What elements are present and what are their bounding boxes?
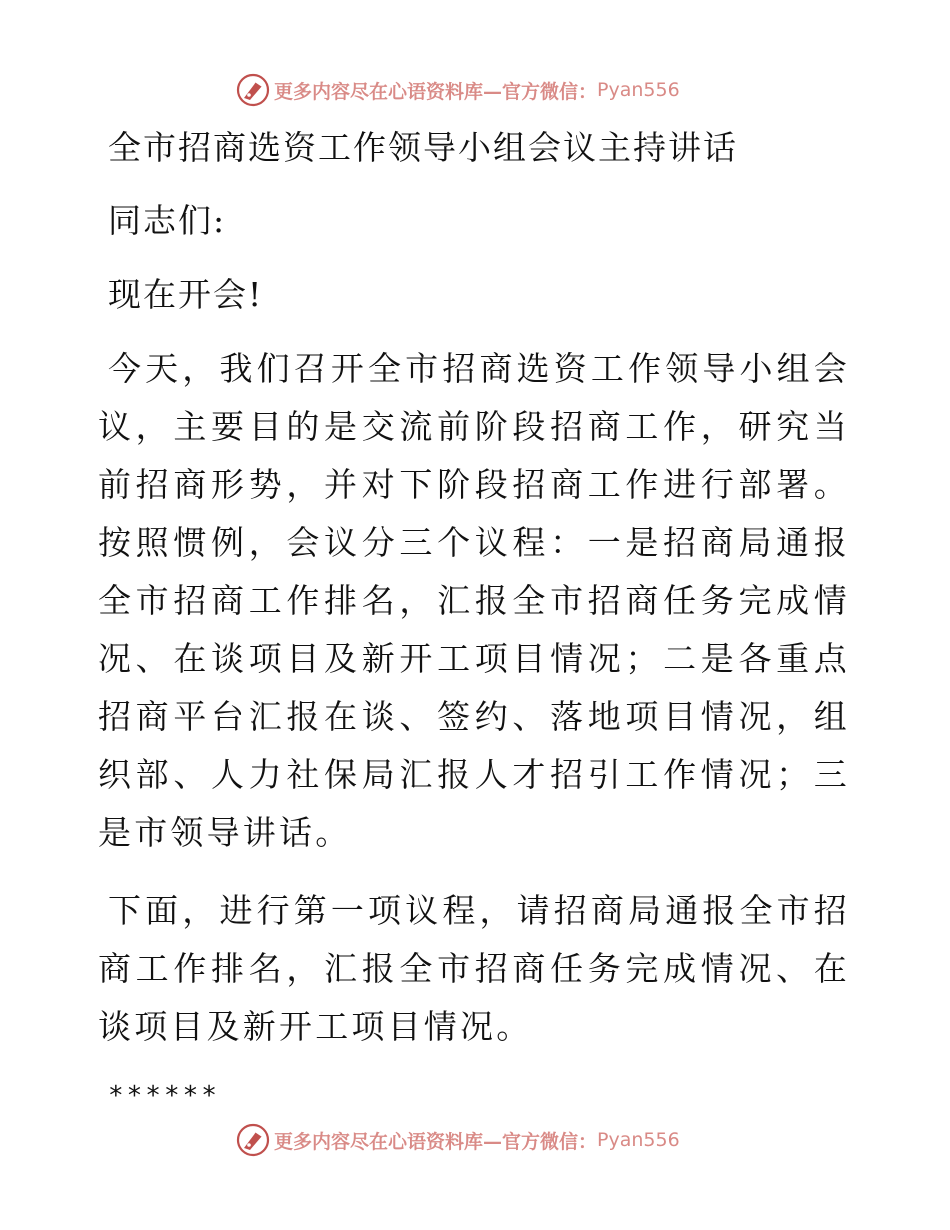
separator-stars: ****** (108, 1081, 220, 1111)
document-body (98, 120, 850, 1116)
watermark-text: 更多内容尽在心语资料库—官方微信： (274, 80, 598, 103)
header-watermark (236, 72, 680, 108)
salutation: 同志们: (108, 201, 227, 240)
watermark-contact: Pyan556 (597, 79, 680, 101)
document-title: 全市招商选资工作领导小组会议主持讲话 (108, 128, 738, 167)
paragraph-agenda: 今天，我们召开全市招商选资工作领导小组会议，主要目的是交流前阶段招商工作，研究当前招商形势，并对下阶段招商工作进行部署。按照惯例，会议分三个议程：一是招商局通报全市招商工作排名，汇报全市招商任务完成情况、在谈项目及新开工项目情况；二是各重点招商平台汇报在谈、签约、落地项目情况，组织部、人力社保局汇报人才招引工作情况；三是市领导讲话。 (98, 349, 850, 852)
watermark-text: 更多内容尽在心语资料库—官方微信： (274, 1130, 598, 1153)
pen-nib-logo-icon (236, 73, 270, 107)
paragraph-first-item: 下面，进行第一项议程，请招商局通报全市招商工作排名，汇报全市招商任务完成情况、在谈项目及新开工项目情况。 (98, 891, 850, 1046)
opening-line: 现在开会! (108, 275, 264, 314)
footer-watermark (236, 1122, 680, 1158)
watermark-contact: Pyan556 (597, 1129, 680, 1151)
pen-nib-logo-icon (236, 1123, 270, 1157)
